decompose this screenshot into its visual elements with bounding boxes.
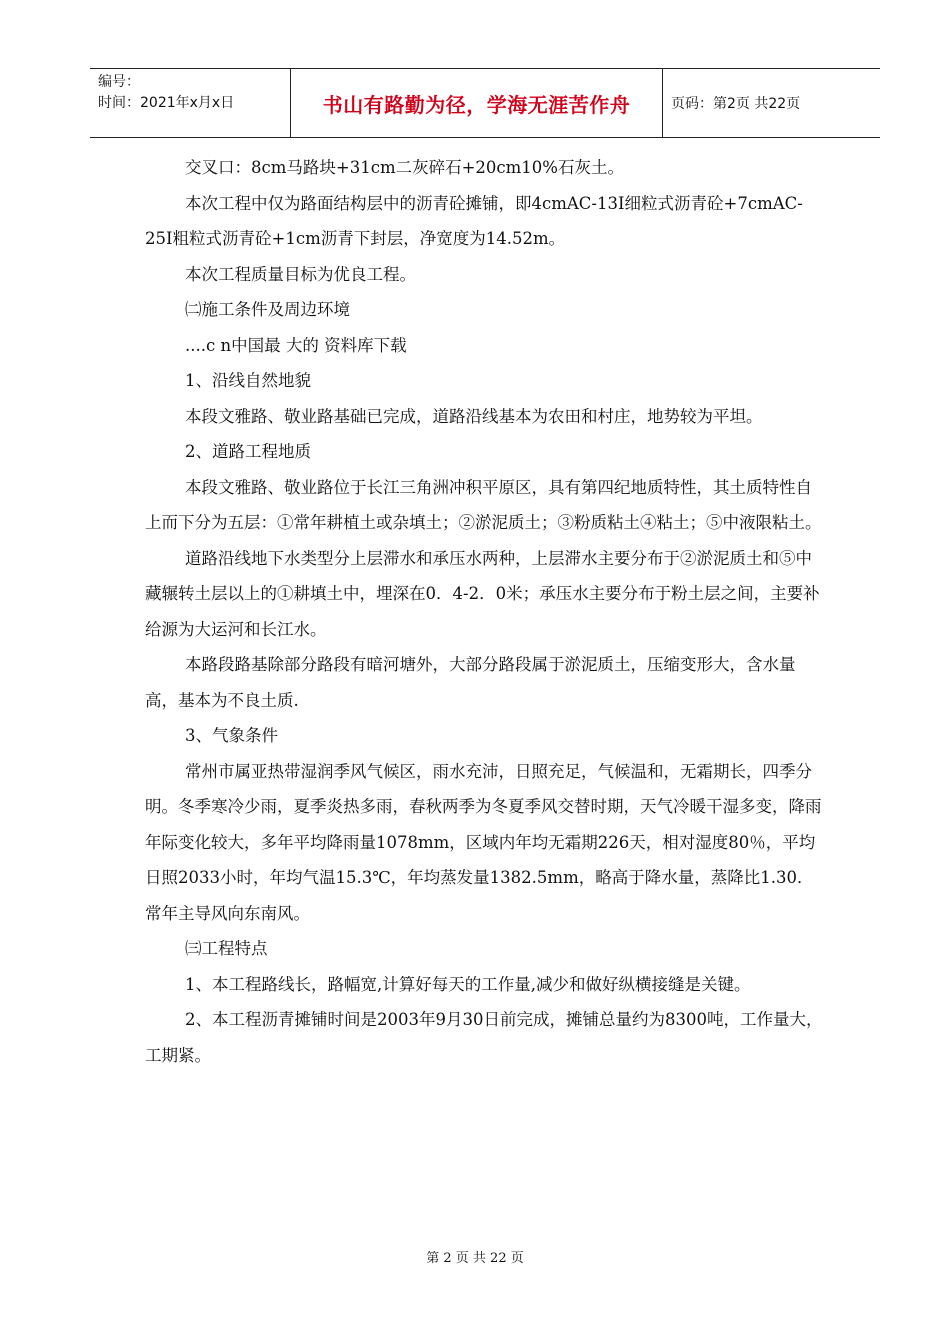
paragraph: 1、本工程路线长，路幅宽,计算好每天的工作量,减少和做好纵横接缝是关键。 bbox=[185, 974, 751, 994]
paragraph: 2、本工程沥青摊铺时间是2003年9月30日前完成，摊铺总量约为8300吨，工作量大，工期紧。 bbox=[145, 1010, 823, 1065]
subsection-heading: 3、气象条件 bbox=[185, 726, 278, 745]
time-label: 时间：2021年x月x日 bbox=[98, 95, 235, 111]
subsection-heading: 1、沿线自然地貌 bbox=[185, 371, 311, 390]
paragraph: 本段文雅路、敬业路基础已完成，道路沿线基本为农田和村庄，地势较为平坦。 bbox=[185, 406, 763, 426]
paragraph: 本次工程中仅为路面结构层中的沥青砼摊铺，即4cmAC-13I细粒式沥青砼+7cmAC-25I粗粒式沥青砼+1cm沥青下封层，净宽度为14.52m。 bbox=[145, 193, 803, 248]
paragraph: 本次工程质量目标为优良工程。 bbox=[185, 264, 416, 284]
section-heading: ㈢工程特点 bbox=[185, 939, 268, 958]
code-label: 编号： bbox=[98, 74, 140, 90]
paragraph: 交叉口：8cm马路块+31cm二灰碎石+20cm10%石灰土。 bbox=[185, 158, 624, 177]
page-footer: 第 2 页 共 22 页 bbox=[426, 1251, 524, 1266]
document-body bbox=[145, 150, 825, 1073]
section-heading: ㈡施工条件及周边环境 bbox=[185, 300, 350, 319]
page-header bbox=[90, 68, 880, 138]
paragraph: 常州市属亚热带湿润季风气候区，雨水充沛，日照充足，气候温和，无霜期长，四季分明。冬季寒冷少雨，夏季炎热多雨，春秋两季为冬夏季风交替时期，天气冷暖干湿多变，降雨年际变化较大，多年平均降雨量1078mm，区域内年均无霜期226天，相对湿度80％，平均日照2033小时，年均气温15.3℃，年均蒸发量1382.5mm，略高于降水量，蒸降比1.30．常年主导风向东南风。 bbox=[145, 761, 822, 923]
paragraph: 本段文雅路、敬业路位于长江三角洲冲积平原区，具有第四纪地质特性，其土质特性自上而下分为五层：①常年耕植土或杂填土；②淤泥质土；③粉质粘土④粘土；⑤中液限粘土。 bbox=[145, 477, 822, 532]
header-meta bbox=[90, 69, 290, 137]
paragraph: 道路沿线地下水类型分上层滞水和承压水两种，上层滞水主要分布于②淤泥质土和⑤中藏辗转土层以上的①耕填土中，埋深在0．4-2．0米；承压水主要分布于粉土层之间，主要补给源为大运河和长江水。 bbox=[145, 548, 820, 639]
watermark-line: ....c n中国最 大的 资料库下载 bbox=[185, 335, 407, 355]
header-page-info: 页码：第2页 共22页 bbox=[671, 96, 801, 112]
paragraph: 本路段路基除部分路段有暗河塘外，大部分路段属于淤泥质土，压缩变形大，含水量高，基本为不良土质. bbox=[145, 655, 796, 710]
header-slogan: 书山有路勤为径，学海无涯苦作舟 bbox=[290, 69, 663, 137]
subsection-heading: 2、道路工程地质 bbox=[185, 442, 311, 461]
